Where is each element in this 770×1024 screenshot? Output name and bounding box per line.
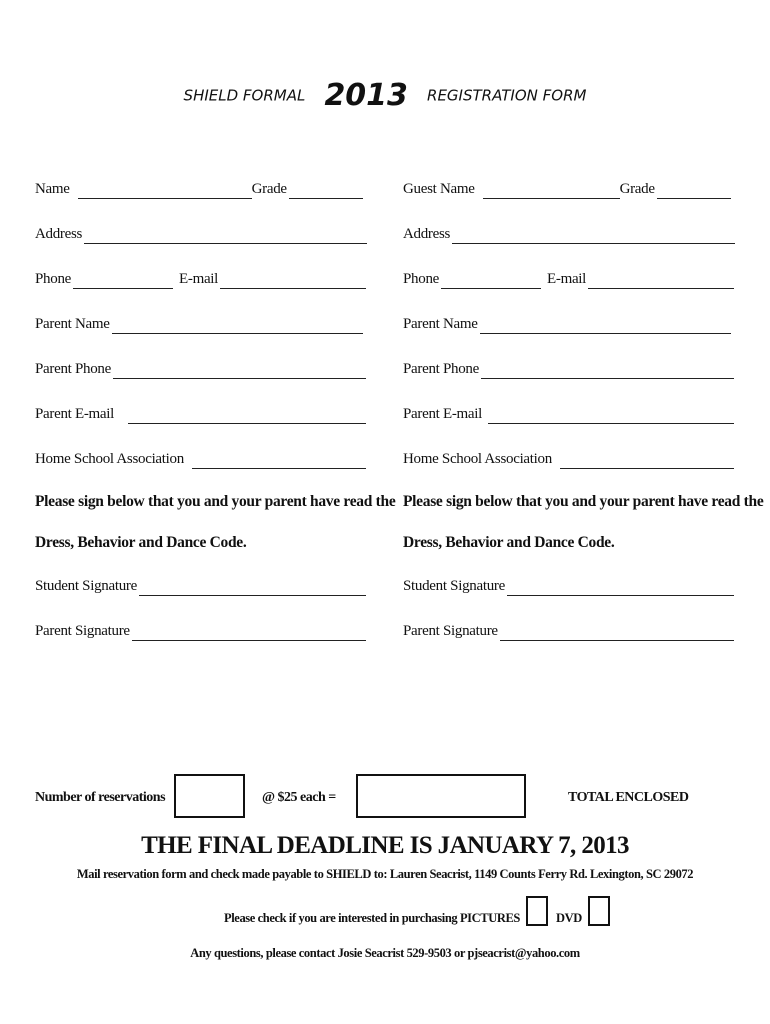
student-phone-row (35, 267, 366, 289)
price-each-label: @ $25 each = (262, 790, 336, 805)
student-grade-field[interactable] (289, 182, 363, 199)
student-address-field[interactable] (84, 227, 367, 244)
student-address-row (35, 222, 367, 244)
student-parent-name-row (35, 312, 363, 334)
guest-sign-note-line2: Dress, Behavior and Dance Code. (403, 534, 615, 551)
guest-hsa-label: Home School Association (403, 451, 552, 467)
guest-parent-email-label: Parent E-mail (403, 406, 482, 422)
reservations-count-label: Number of reservations (35, 790, 166, 805)
guest-name-label: Guest Name (403, 181, 475, 197)
deadline-heading: THE FINAL DEADLINE IS JANUARY 7, 2013 (141, 832, 629, 859)
guest-grade-label: Grade (619, 181, 655, 197)
student-parent-phone-field[interactable] (113, 362, 366, 379)
contact-info: Any questions, please contact Josie Seacrist 529-9503 or pjseacrist@yahoo.com (190, 946, 580, 960)
guest-address-field[interactable] (452, 227, 735, 244)
student-parent-name-label: Parent Name (35, 316, 110, 332)
title-year: 2013 (324, 78, 408, 113)
guest-parent-email-field[interactable] (488, 407, 734, 424)
guest-phone-label: Phone (403, 271, 440, 287)
student-parent-email-row (35, 402, 366, 424)
guest-signature-label: Student Signature (403, 578, 505, 594)
student-sign-note-line1: Please sign below that you and your parent have read the (35, 493, 396, 510)
student-hsa-row (35, 447, 366, 469)
purchase-check-row (224, 896, 618, 926)
mail-instructions: Mail reservation form and check made payable to SHIELD to: Lauren Seacrist, 1149 Counts Ferry Rd. Lexington, SC 29072 (76, 867, 694, 881)
student-parent-phone-row (35, 357, 366, 379)
guest-name-field[interactable] (483, 182, 620, 199)
student-phone-field[interactable] (73, 272, 173, 289)
student-name-row (35, 177, 363, 199)
student-parent-signature-label: Parent Signature (35, 623, 130, 639)
student-hsa-label: Home School Association (35, 451, 184, 467)
guest-parent-phone-label: Parent Phone (403, 361, 479, 377)
student-grade-label: Grade (251, 181, 287, 197)
guest-address-row (403, 222, 735, 244)
pictures-check-label: Please check if you are interested in purchasing PICTURES (224, 911, 520, 925)
pictures-checkbox[interactable] (526, 896, 548, 926)
guest-parent-email-row (403, 402, 734, 424)
reservations-count-box[interactable] (174, 774, 245, 818)
student-phone-label: Phone (35, 271, 72, 287)
dvd-check-label: DVD (555, 911, 582, 925)
student-parent-name-field[interactable] (112, 317, 363, 334)
guest-parent-name-label: Parent Name (403, 316, 478, 332)
guest-email-label: E-mail (547, 271, 587, 287)
student-parent-signature-field[interactable] (132, 624, 366, 641)
guest-parent-signature-label: Parent Signature (403, 623, 498, 639)
student-email-label: E-mail (179, 271, 219, 287)
guest-parent-phone-row (403, 357, 734, 379)
guest-email-field[interactable] (588, 272, 734, 289)
student-name-label: Name (35, 181, 70, 197)
dvd-checkbox[interactable] (588, 896, 610, 926)
student-address-label: Address (35, 226, 83, 242)
total-enclosed-label: TOTAL ENCLOSED (568, 790, 689, 805)
guest-signature-row (403, 574, 734, 596)
student-parent-email-field[interactable] (128, 407, 366, 424)
guest-address-label: Address (403, 226, 451, 242)
guest-grade-field[interactable] (657, 182, 731, 199)
guest-phone-row (403, 267, 734, 289)
guest-phone-field[interactable] (441, 272, 541, 289)
guest-parent-signature-field[interactable] (500, 624, 734, 641)
guest-signature-field[interactable] (507, 579, 734, 596)
student-parent-phone-label: Parent Phone (35, 361, 111, 377)
student-hsa-field[interactable] (192, 452, 366, 469)
guest-parent-name-field[interactable] (480, 317, 731, 334)
title-registration-form: REGISTRATION FORM (427, 86, 587, 105)
title-shield-formal: SHIELD FORMAL (183, 86, 306, 105)
student-parent-email-label: Parent E-mail (35, 406, 114, 422)
guest-parent-name-row (403, 312, 731, 334)
student-email-field[interactable] (220, 272, 366, 289)
student-signature-field[interactable] (139, 579, 366, 596)
student-sign-note-line2: Dress, Behavior and Dance Code. (35, 534, 247, 551)
form-title (0, 78, 770, 113)
guest-parent-phone-field[interactable] (481, 362, 734, 379)
total-amount-box[interactable] (356, 774, 526, 818)
guest-sign-note-line1: Please sign below that you and your parent have read the (403, 493, 764, 510)
student-parent-signature-row (35, 619, 366, 641)
student-signature-row (35, 574, 366, 596)
student-signature-label: Student Signature (35, 578, 137, 594)
guest-name-row (403, 177, 731, 199)
guest-hsa-field[interactable] (560, 452, 734, 469)
guest-parent-signature-row (403, 619, 734, 641)
student-name-field[interactable] (78, 182, 252, 199)
guest-hsa-row (403, 447, 734, 469)
